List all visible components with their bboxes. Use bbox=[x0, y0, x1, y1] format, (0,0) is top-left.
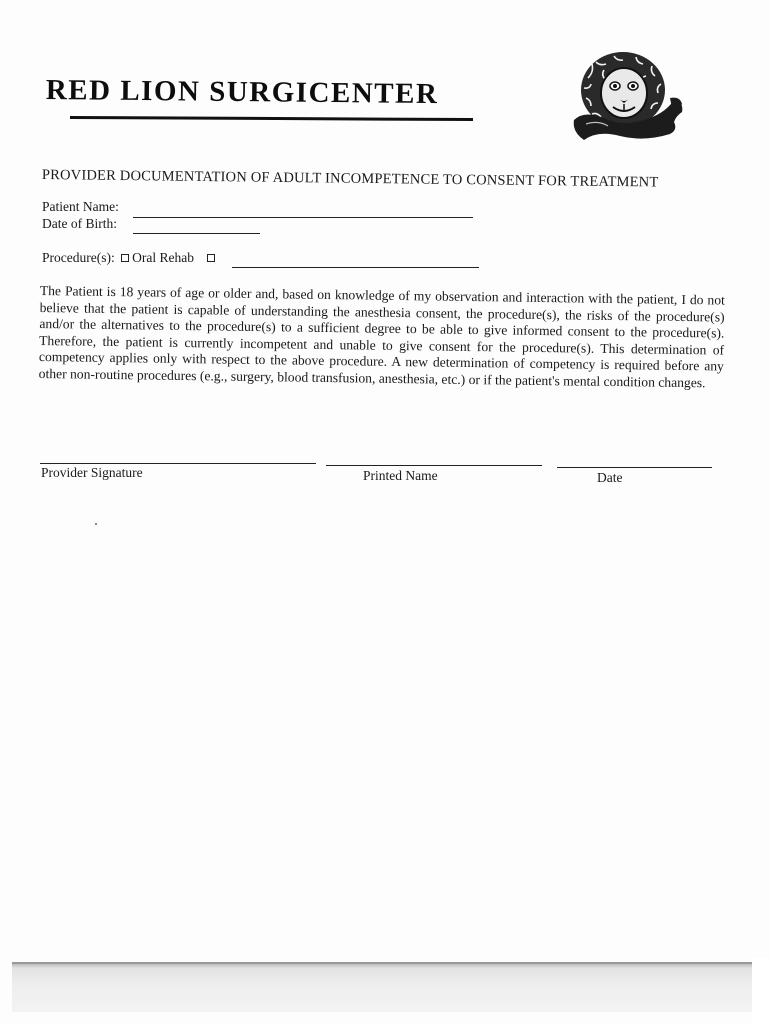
date-label: Date bbox=[597, 470, 623, 485]
organization-name: RED LION SURGICENTER bbox=[45, 74, 439, 111]
procedure-label: Procedure(s): bbox=[42, 250, 115, 265]
dob-label: Date of Birth: bbox=[42, 216, 117, 231]
patient-name-row bbox=[42, 199, 119, 215]
form-title: PROVIDER DOCUMENTATION OF ADULT INCOMPETENCE TO CONSENT FOR TREATMENT bbox=[41, 167, 659, 191]
oral-rehab-label: Oral Rehab bbox=[132, 250, 194, 265]
scan-right-edge bbox=[752, 958, 770, 1024]
dob-row bbox=[42, 216, 117, 232]
provider-signature-line[interactable] bbox=[40, 463, 316, 464]
other-procedure-checkbox[interactable] bbox=[207, 254, 215, 262]
header-underline bbox=[70, 116, 473, 121]
scan-bottom-edge bbox=[12, 962, 754, 1012]
date-line[interactable] bbox=[557, 467, 712, 468]
scan-speck bbox=[95, 523, 97, 525]
printed-name-label: Printed Name bbox=[363, 468, 438, 483]
other-procedure-field[interactable] bbox=[232, 267, 479, 268]
consent-body-paragraph: The Patient is 18 years of age or older and, based on knowledge of my observation and interaction with the patient, I do not believe that the patient is capable of understanding the anesthesia consent, the procedure(s), the risks of the procedure(s) and/or the alternatives to the procedure(s) to a sufficient degree to be able to give informed consent to the procedure(s). Therefore, the patient is currently incompetent and unable to give consent for the procedure(s). This determination of competency applies only with respect to the above procedure. A new determination of competency is required before any other non-routine procedures (e.g., surgery, blood transfusion, anesthesia, etc.) or if the patient's mental condition changes. bbox=[38, 283, 725, 390]
lion-head-logo-icon bbox=[566, 48, 691, 148]
printed-name-line[interactable] bbox=[326, 465, 542, 466]
procedure-row bbox=[42, 250, 218, 266]
patient-name-label: Patient Name: bbox=[42, 199, 119, 214]
provider-signature-label: Provider Signature bbox=[41, 465, 143, 480]
patient-name-field[interactable] bbox=[133, 217, 473, 218]
oral-rehab-checkbox[interactable] bbox=[121, 254, 129, 262]
dob-field[interactable] bbox=[133, 233, 260, 234]
